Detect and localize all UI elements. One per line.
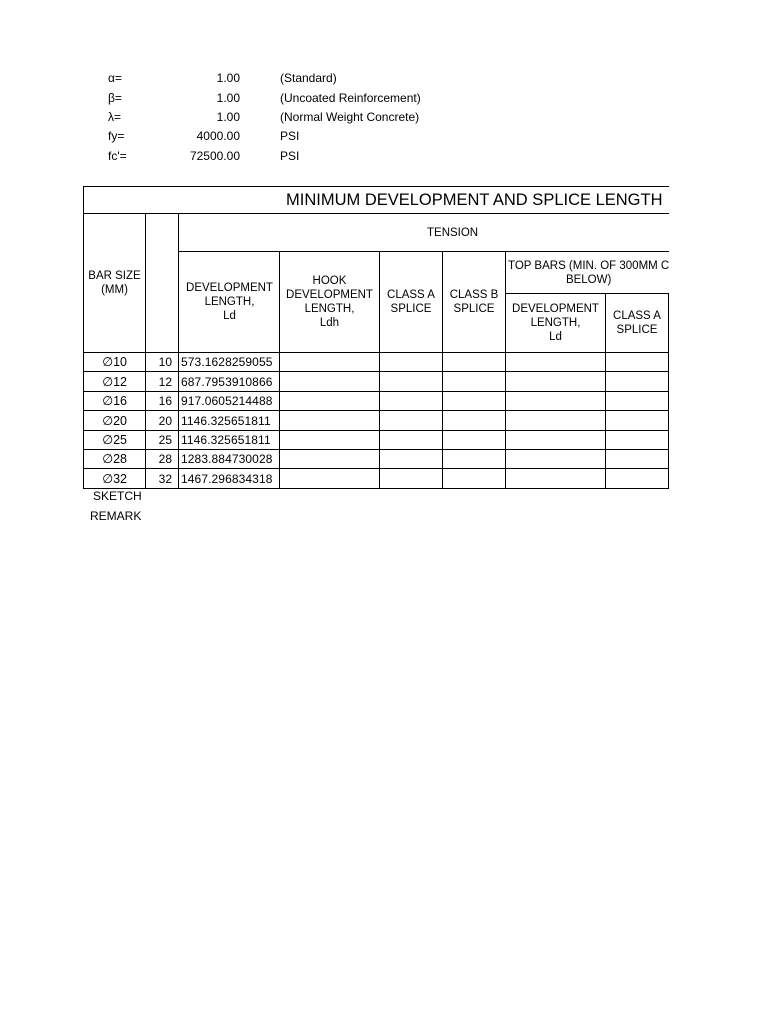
- param-note: PSI: [280, 129, 300, 143]
- param-note: PSI: [280, 149, 300, 163]
- param-row-alpha: [0, 70, 768, 86]
- param-label: fc'=: [108, 149, 127, 163]
- development-length-value: 573.1628259055: [181, 355, 273, 369]
- development-length-value: 1283.884730028: [181, 452, 273, 466]
- header-top-bars: TOP BARS (MIN. OF 300MM C BELOW): [508, 259, 669, 286]
- param-value: 1.00: [216, 110, 240, 124]
- development-length-value: 1146.325651811: [181, 433, 271, 447]
- development-length-value: 1146.325651811: [181, 413, 271, 428]
- bar-size: 16: [158, 394, 172, 408]
- bar-designation: ∅28: [102, 452, 127, 466]
- bar-designation: ∅16: [102, 394, 127, 408]
- development-length-value: 687.7953910866: [181, 374, 273, 389]
- bar-size: 12: [158, 374, 172, 389]
- header-top-development-length: DEVELOPMENT LENGTH, Ld: [512, 303, 599, 343]
- bar-designation: ∅20: [102, 413, 127, 428]
- header-class-b-splice: CLASS B SPLICE: [449, 289, 499, 315]
- header-top-class-a-splice: CLASS A SPLICE: [613, 310, 661, 336]
- param-label: β=: [108, 91, 122, 105]
- bar-size: 25: [158, 433, 172, 447]
- remark-label: REMARK: [90, 509, 142, 523]
- param-row-fc: [0, 148, 768, 164]
- param-note: (Standard): [280, 71, 337, 85]
- development-length-value: 917.0605214488: [181, 394, 273, 408]
- bar-designation: ∅12: [102, 374, 127, 389]
- development-length-value: 1467.296834318: [181, 471, 273, 486]
- header-bar-size: BAR SIZE (MM): [88, 270, 141, 296]
- bar-size: 32: [158, 471, 172, 486]
- development-length-table: [83, 186, 669, 489]
- table-title: MINIMUM DEVELOPMENT AND SPLICE LENGTH: [286, 191, 663, 209]
- bar-designation: ∅25: [102, 433, 127, 447]
- param-note: (Uncoated Reinforcement): [280, 91, 421, 105]
- param-value: 1.00: [216, 71, 240, 85]
- header-hook-development-length: HOOK DEVELOPMENT LENGTH, Ldh: [286, 275, 373, 329]
- param-row-lambda: [0, 109, 768, 125]
- param-row-fy: [0, 128, 768, 144]
- param-row-beta: [0, 90, 768, 106]
- header-tension: TENSION: [427, 226, 479, 239]
- param-value: 1.00: [216, 91, 240, 105]
- bar-size: 28: [158, 452, 172, 466]
- bar-size: 10: [158, 355, 172, 369]
- header-class-a-splice: CLASS A SPLICE: [387, 289, 435, 315]
- sketch-label: SKETCH: [93, 489, 142, 503]
- param-label: λ=: [108, 110, 122, 124]
- bar-size: 20: [158, 413, 172, 428]
- header-development-length: DEVELOPMENT LENGTH, Ld: [186, 282, 273, 322]
- param-label: α=: [108, 71, 122, 85]
- param-label: fy=: [108, 129, 125, 143]
- param-value: 4000.00: [196, 129, 240, 143]
- bar-designation: ∅32: [102, 471, 127, 486]
- bar-designation: ∅10: [102, 355, 127, 369]
- param-note: (Normal Weight Concrete): [280, 110, 420, 124]
- param-value: 72500.00: [189, 149, 240, 163]
